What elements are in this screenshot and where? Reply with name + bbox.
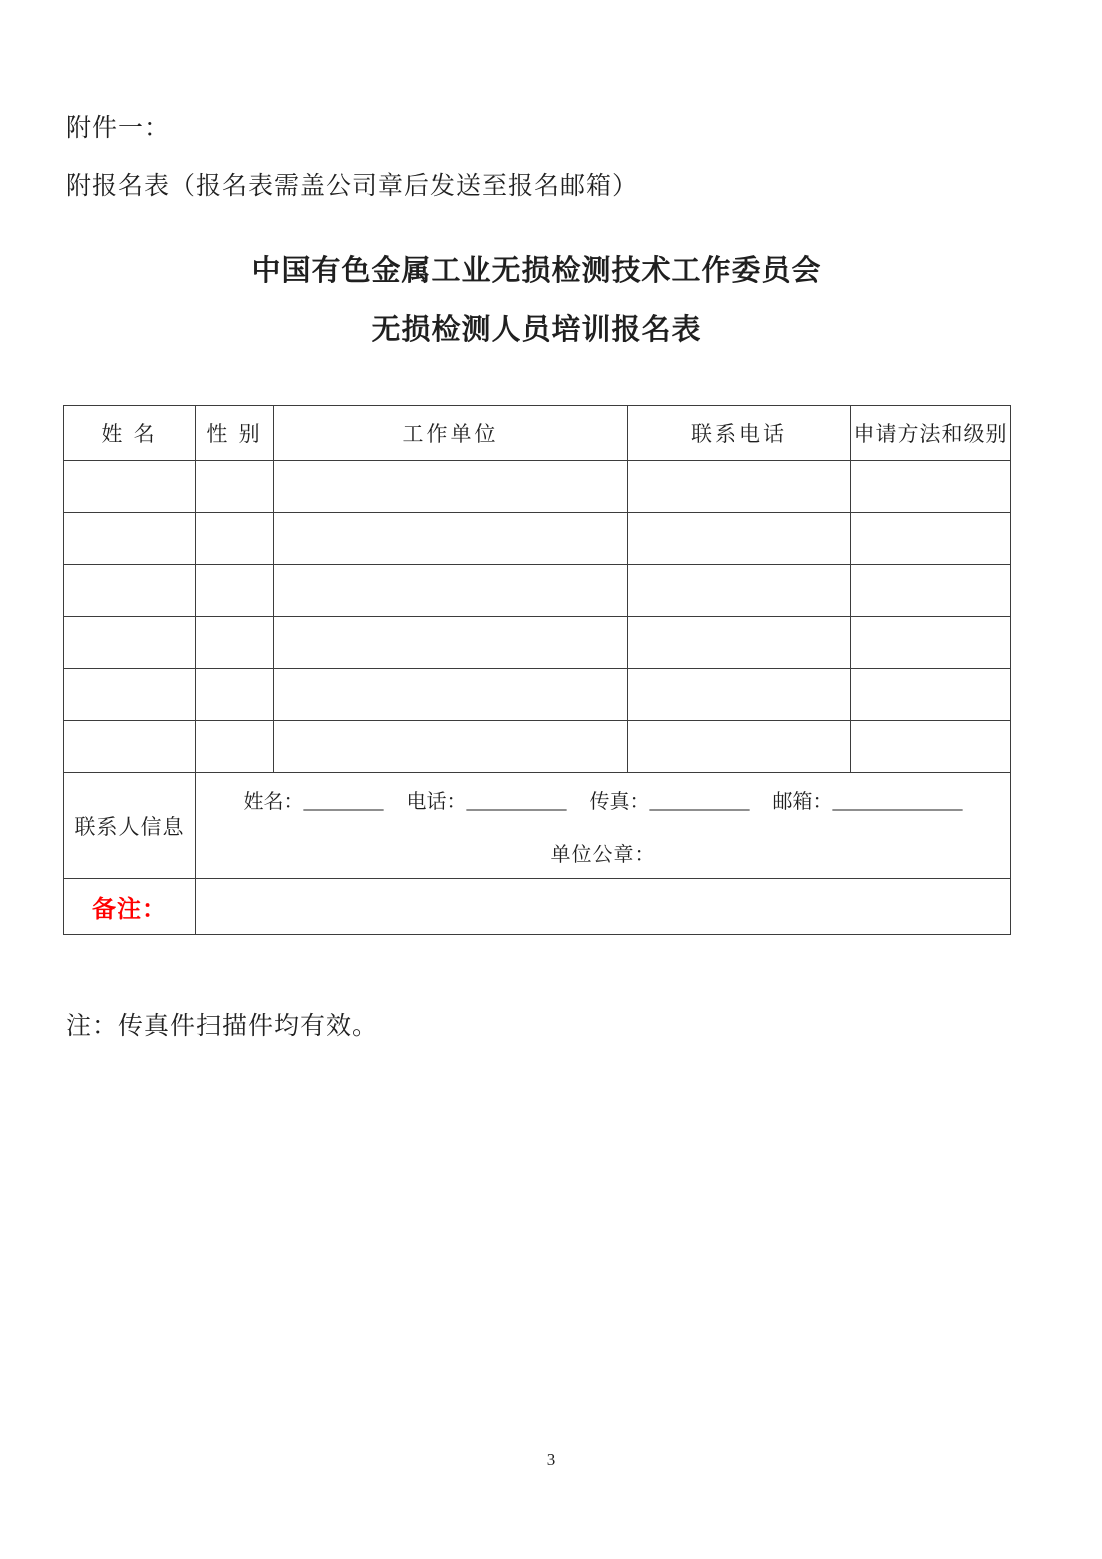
contact-fields-line bbox=[235, 785, 972, 814]
empty-cell bbox=[628, 461, 851, 513]
empty-cell bbox=[64, 721, 196, 773]
empty-cell bbox=[196, 669, 274, 721]
empty-cell bbox=[851, 461, 1011, 513]
empty-row bbox=[64, 669, 1011, 721]
remark-content-cell bbox=[196, 879, 1011, 935]
contact-info-row bbox=[64, 773, 1011, 879]
empty-cell bbox=[196, 513, 274, 565]
blank-underline: _____________ bbox=[832, 790, 963, 813]
company-seal-label: 单位公章： bbox=[550, 843, 656, 866]
empty-cell bbox=[64, 617, 196, 669]
empty-cell bbox=[851, 669, 1011, 721]
empty-cell bbox=[274, 669, 628, 721]
empty-cell bbox=[274, 617, 628, 669]
attachment-note: 附报名表（报名表需盖公司章后发送至报名邮箱） bbox=[66, 173, 639, 200]
empty-cell bbox=[851, 565, 1011, 617]
empty-cell bbox=[274, 461, 628, 513]
empty-cell bbox=[196, 721, 274, 773]
empty-cell bbox=[64, 565, 196, 617]
empty-cell bbox=[196, 565, 274, 617]
empty-cell bbox=[196, 617, 274, 669]
header-cell-apply-method-level: 申请方法和级别 bbox=[851, 406, 1011, 461]
table-header-row bbox=[64, 406, 1011, 461]
empty-row bbox=[64, 565, 1011, 617]
remark-row bbox=[64, 879, 1011, 935]
header-cell-employer: 工作单位 bbox=[274, 406, 628, 461]
remark-label: 备注： bbox=[64, 879, 196, 935]
empty-cell bbox=[628, 721, 851, 773]
header-cell-name: 姓 名 bbox=[64, 406, 196, 461]
blank-underline: __________ bbox=[466, 790, 567, 813]
empty-cell bbox=[64, 669, 196, 721]
blank-underline: __________ bbox=[649, 790, 750, 813]
form-title-line2: 无损检测人员培训报名表 bbox=[371, 314, 702, 346]
header-cell-gender: 性 别 bbox=[196, 406, 274, 461]
empty-cell bbox=[274, 565, 628, 617]
empty-row bbox=[64, 513, 1011, 565]
attachment-label: 附件一： bbox=[66, 115, 171, 142]
empty-cell bbox=[628, 565, 851, 617]
page-number: 3 bbox=[546, 1450, 556, 1469]
empty-row bbox=[64, 617, 1011, 669]
empty-cell bbox=[274, 721, 628, 773]
empty-row bbox=[64, 461, 1011, 513]
empty-cell bbox=[64, 461, 196, 513]
empty-cell bbox=[628, 513, 851, 565]
contact-info-label: 联系人信息 bbox=[64, 773, 196, 879]
registration-table bbox=[63, 405, 1011, 935]
footnote: 注：传真件扫描件均有效。 bbox=[66, 1013, 379, 1040]
blank-underline: ________ bbox=[303, 790, 384, 813]
empty-cell bbox=[851, 721, 1011, 773]
empty-cell bbox=[274, 513, 628, 565]
empty-cell bbox=[64, 513, 196, 565]
empty-cell bbox=[196, 461, 274, 513]
contact-email-field: 邮箱：_____________ bbox=[772, 790, 963, 813]
contact-phone-field: 电话：__________ bbox=[406, 790, 567, 813]
header-cell-phone: 联系电话 bbox=[628, 406, 851, 461]
empty-row bbox=[64, 721, 1011, 773]
empty-cell bbox=[851, 513, 1011, 565]
empty-cell bbox=[628, 669, 851, 721]
contact-info-content bbox=[196, 773, 1011, 879]
form-title-line1: 中国有色金属工业无损检测技术工作委员会 bbox=[251, 255, 822, 287]
empty-cell bbox=[628, 617, 851, 669]
empty-cell bbox=[851, 617, 1011, 669]
contact-fax-field: 传真：__________ bbox=[589, 790, 750, 813]
contact-name-field: 姓名：________ bbox=[243, 790, 384, 813]
